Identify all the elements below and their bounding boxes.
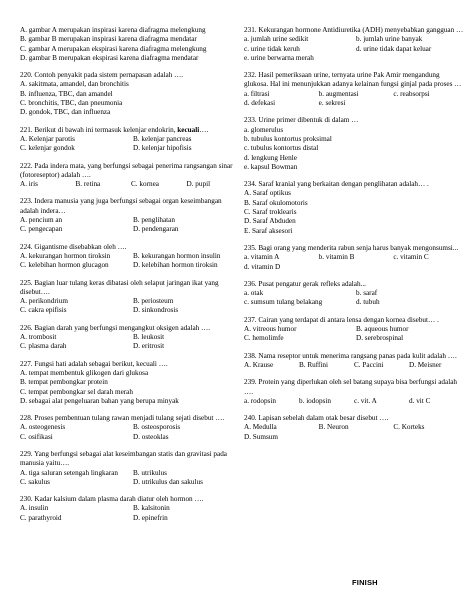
option: C. parathyroid xyxy=(20,513,62,522)
option: A. iris xyxy=(20,180,38,189)
option: C. Saraf troklearis xyxy=(244,208,297,217)
question-text: 236. Pusat pengatur gerak refleks adalah... xyxy=(244,279,366,288)
option: B. periosteum xyxy=(133,297,174,306)
option: a. glomerulus xyxy=(244,125,284,134)
option: b. vitamin B xyxy=(318,253,355,262)
option: D. sinkondrosis xyxy=(133,306,179,315)
option: B. osteosporosis xyxy=(133,423,181,432)
question-text: 223. Indera manusia yang juga berfungsi sebagai organ keseimbangan adalah indera… xyxy=(20,197,224,215)
question-223 xyxy=(20,197,242,234)
question-240 xyxy=(244,414,464,442)
question-text-part: …. xyxy=(199,125,209,134)
question-text: 225. Bagian luar tulang keras dibatasi oleh selaput jaringan ikat yang disebut…. xyxy=(20,278,221,296)
question-239 xyxy=(244,378,464,406)
option: B. leukosit xyxy=(133,333,165,342)
option: b. tubulus kontortus proksimal xyxy=(244,134,332,143)
option: C. plasma darah xyxy=(20,342,67,351)
option: B. kekurangan hormon insulin xyxy=(133,251,221,260)
option: B. influenza, TBC, dan amandel xyxy=(20,89,113,98)
option: C. pengecapan xyxy=(20,225,63,234)
option: D. pupil xyxy=(186,180,211,189)
option: c. tubulus kontortus distal xyxy=(244,144,319,153)
option: A. Kelenjar parotis xyxy=(20,134,75,143)
option: C. cakra epifisis xyxy=(20,306,67,315)
option: D. gambar B merupakan ekspirasi karena diafragma mendatar xyxy=(20,53,199,62)
option: E. Saraf aksesori xyxy=(244,226,293,235)
option: A. Medulla xyxy=(244,423,277,432)
option: B. Saraf okulomotoris xyxy=(244,198,308,207)
option: D. kelenjar hipofisis xyxy=(133,144,192,153)
option: A. Krause xyxy=(244,360,274,369)
question-keyword: kecuali xyxy=(177,125,200,134)
question-text: 233. Urine primer dibentuk di dalam … xyxy=(244,116,359,125)
option: D. kelebihan hormon tiroksin xyxy=(133,261,218,270)
option: a. rodopsin xyxy=(244,396,276,405)
option: a. filtrasi xyxy=(244,89,270,98)
option: A. kekurangan hormon tiroksin xyxy=(20,251,111,260)
option: B. penglihatan xyxy=(133,216,175,225)
question-229 xyxy=(20,450,242,487)
option: B. Neuron xyxy=(318,423,349,432)
option: a. otak xyxy=(244,289,264,298)
option: B. gambar B merupakan inspirasi karena diafragma mendatar xyxy=(20,35,197,44)
question-text: 227. Fungsi hati adalah sebagai berikut, kecuali …. xyxy=(20,359,168,368)
option: C. tempat pembongkar sel darah merah xyxy=(20,387,133,396)
option: d. defekasi xyxy=(244,99,276,108)
option: D. osteoklas xyxy=(133,432,169,441)
option: A. trombosit xyxy=(20,333,57,342)
option: d. lengkung Henle xyxy=(244,153,297,162)
right-column xyxy=(244,26,464,450)
option: b. jumlah urine banyak xyxy=(356,35,423,44)
question-text: 234. Saraf kranial yang berkaitan dengan penglihatan adalah… . xyxy=(244,180,429,189)
option: A. insulin xyxy=(20,504,49,513)
option: D. utrikulus dan sakulus xyxy=(133,477,203,486)
option: D. eritrosit xyxy=(133,342,165,351)
question-230 xyxy=(20,495,242,523)
question-text: 237. Cairan yang terdapat di antara lensa dengan kornea disebut… . xyxy=(244,315,439,324)
option: C. osifikasi xyxy=(20,432,53,441)
question-text: 231. Kekurangan hormone Antidiuretika (ADH) menyebabkan gangguan … xyxy=(244,26,464,34)
question-text: 224. Gigantisme disebabkan oleh …. xyxy=(20,242,127,251)
option: A. gambar A merupakan inspirasi karena diafragma melengkung xyxy=(20,26,206,34)
option: D. gondok, TBC, dan influenza xyxy=(20,108,111,117)
question-222 xyxy=(20,162,242,190)
option: B. kelenjar pancreas xyxy=(133,134,192,143)
question-221 xyxy=(20,126,242,154)
question-220 xyxy=(20,71,242,117)
question-text: 240. Lapisan sebelah dalam otak besar disebut …. xyxy=(244,414,389,423)
option: C. kornea xyxy=(131,180,159,189)
option: c. urine tidak keruh xyxy=(244,44,300,53)
option: d. urine tidak dapat keluar xyxy=(356,44,432,53)
question-text: 228. Proses pembentuan tulang rawan menjadi tulang sejati disebut …. xyxy=(20,414,225,423)
question-text: 239. Protein yang diperlukan oleh sel batang supaya bisa berfungsi adalah …. xyxy=(244,378,459,396)
option: b. saraf xyxy=(356,289,378,298)
option: C. sakulus xyxy=(20,477,50,486)
question-233 xyxy=(244,116,464,172)
question-text: 222. Pada indera mata, yang berfungsi sebagai penerima rangsangan sinar (fotoreseptor) adalah …. xyxy=(20,161,235,179)
option: b. augmentasi xyxy=(318,89,359,98)
question-228 xyxy=(20,414,242,442)
question-text-part: 221. Berikut di bawah ini termasuk kelenjar endokrin, xyxy=(20,125,178,134)
option: D. Saraf Abduden xyxy=(244,217,296,226)
question-225 xyxy=(20,279,242,316)
option: e. kapsul Bowman xyxy=(244,162,298,171)
question-text: 235. Bagi orang yang menderita rabun senja harus banyak mengonsumsi... xyxy=(244,243,459,252)
option: d. vitamin D xyxy=(244,262,281,271)
question-235 xyxy=(244,244,464,272)
question-text: 229. Yang berfungsi sebagai alat keseimbangan statis dan gravitasi pada manusia yaitu…. xyxy=(20,449,229,468)
question-224 xyxy=(20,243,242,271)
option: B. tempat pembongkar protein xyxy=(20,378,108,387)
option: c. vit. A xyxy=(354,396,377,405)
option: d. tubuh xyxy=(356,298,380,307)
question-232 xyxy=(244,71,464,108)
option: D. Sumsum xyxy=(244,432,278,441)
question-227 xyxy=(20,360,242,406)
question-text: 230. Kadar kalsium dalam plasma darah diatur oleh hormon …. xyxy=(20,495,204,504)
option: c. reabsorpsi xyxy=(393,89,430,98)
option: B. retina xyxy=(75,180,101,189)
option: A. perikondrium xyxy=(20,297,68,306)
option: c. sumsum tulang belakang xyxy=(244,298,323,307)
question-234 xyxy=(244,180,464,236)
option: C. hemolimfe xyxy=(244,334,284,343)
option: C. Paccini xyxy=(354,360,384,369)
option: B. utrikulus xyxy=(133,468,167,477)
question-text: 226. Bagian darah yang berfungsi mengangkut oksigen adalah …. xyxy=(20,323,211,332)
option: A. sakitmata, amandel, dan bronchitis xyxy=(20,80,129,89)
option: D. serebrospinal xyxy=(356,334,404,343)
option: e. urine berwarna merah xyxy=(244,53,314,62)
option: C. gambar A merupakan ekspirasi karena diafragma melengkung xyxy=(20,44,207,53)
question-236 xyxy=(244,280,464,308)
option: D. sebagai alat pengeluaran bahan yang berupa minyak xyxy=(20,396,179,405)
option: A. tiga saluran setengah lingkaran xyxy=(20,468,118,477)
option: a. jumlah urine sedikit xyxy=(244,35,309,44)
question-text: 220. Contoh penyakit pada sistem pernapasan adalah …. xyxy=(20,71,184,80)
option: A. vitreous humor xyxy=(244,325,297,334)
question-text xyxy=(20,126,242,135)
question-226 xyxy=(20,324,242,352)
option: A. pencium an xyxy=(20,216,63,225)
option: b. iodopsin xyxy=(299,396,331,405)
question-219-options xyxy=(20,26,242,63)
option: e. sekresi xyxy=(318,99,346,108)
option: D. Meisner xyxy=(409,360,442,369)
question-237 xyxy=(244,316,464,344)
option: d. vit C xyxy=(409,396,431,405)
option: B. aqueous humor xyxy=(356,325,409,334)
question-text: 232. Hasil pemeriksaan urine, ternyata urine Pak Amir mengandung glukosa. Hal ini menunjukkan adanya kelainan fungsi ginjal pada proses … xyxy=(244,71,462,89)
question-231 xyxy=(244,26,464,63)
option: C. kelebihan hormon glucagon xyxy=(20,261,109,270)
option: C. Korteks xyxy=(393,423,425,432)
option: c. vitamin C xyxy=(393,253,429,262)
option: A. osteogenesis xyxy=(20,423,66,432)
option: C. bronchitis, TBC, dan pneumonia xyxy=(20,99,123,108)
option: A. Saraf optikus xyxy=(244,189,291,198)
left-column xyxy=(20,26,242,531)
option: D. epinefrin xyxy=(133,513,168,522)
option: B. kalsitonin xyxy=(133,504,170,513)
option: a. vitamin A xyxy=(244,253,280,262)
option: A. tempat membentuk glikogen dari glukosa xyxy=(20,368,149,377)
option: C. kelenjar gondok xyxy=(20,144,75,153)
question-text: 238. Nama reseptor untuk menerima rangsang panas pada kulit adalah …. xyxy=(244,351,457,360)
question-238 xyxy=(244,352,464,371)
finish-label: FINISH xyxy=(352,578,378,587)
option: B. Ruffini xyxy=(299,360,329,369)
option: D. pendengaran xyxy=(133,225,179,234)
